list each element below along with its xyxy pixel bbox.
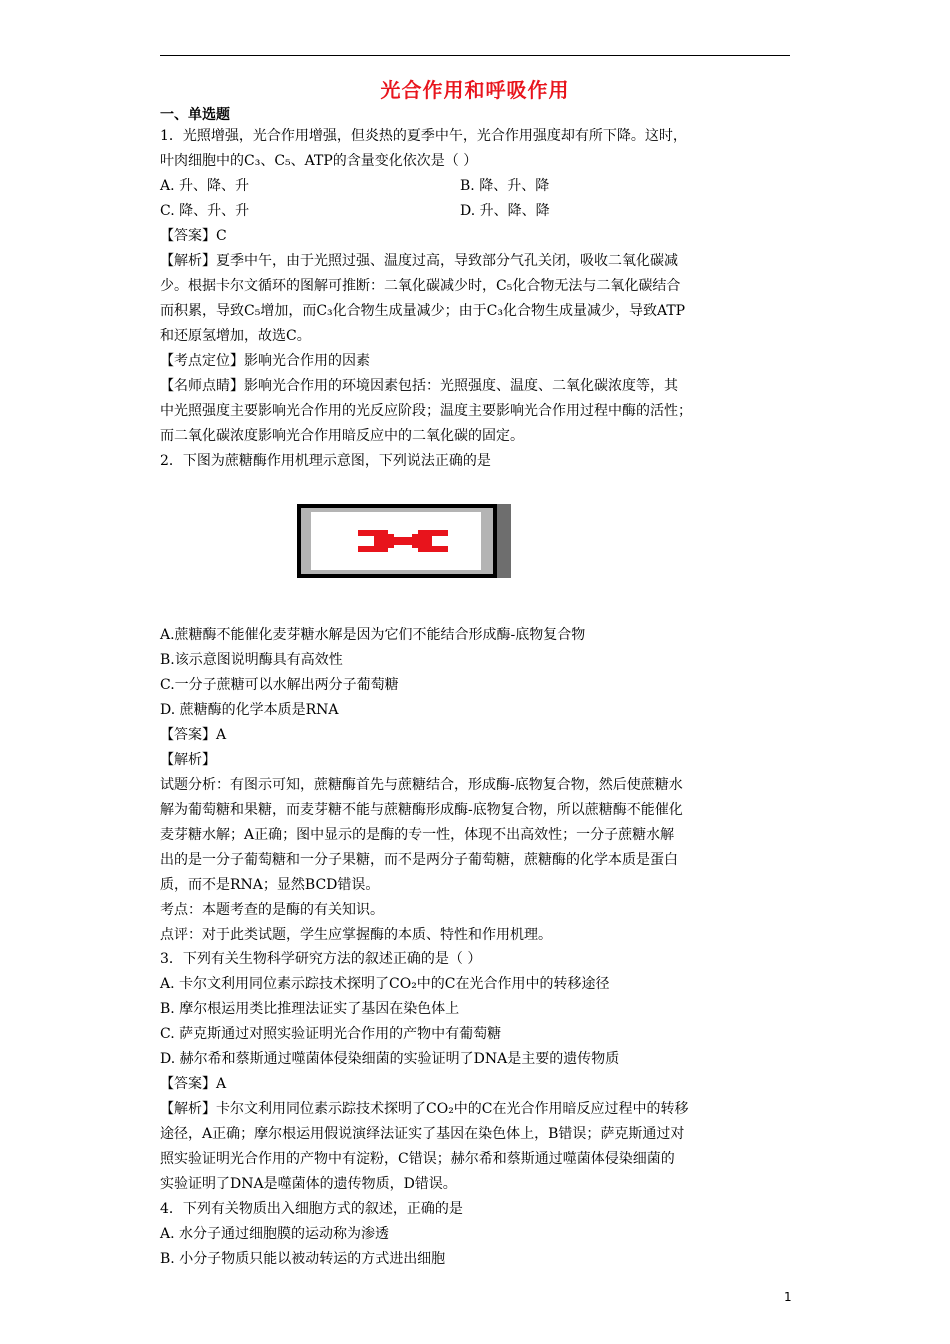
page-title: 光合作用和呼吸作用 <box>380 78 570 102</box>
q1-option-c: C. 降、升、升 <box>160 203 250 219</box>
q3-answer: 【答案】A <box>160 1076 227 1092</box>
q1-answer: 【答案】C <box>160 228 227 244</box>
q1-explanation-line-1: 【解析】夏季中午，由于光照过强、温度过高，导致部分气孔关闭，吸收二氧化碳减 <box>160 253 678 269</box>
q1-stem-line-2: 叶肉细胞中的C₃、C₅、ATP的含量变化依次是（ ） <box>160 153 478 169</box>
q3-option-c: C. 萨克斯通过对照实验证明光合作用的产物中有葡萄糖 <box>160 1026 502 1042</box>
q2-analysis-line-3: 麦芽糖水解；A正确；图中显示的是酶的专一性，体现不出高效性；一分子蔗糖水解 <box>160 827 675 843</box>
enzyme-mechanism-figure <box>297 504 511 578</box>
q1-explanation-line-3: 而积累，导致C₅增加，而C₃化合物生成量减少；由于C₃化合物生成量减少，导致ATP <box>160 303 686 319</box>
q4-stem: 4．下列有关物质出入细胞方式的叙述，正确的是 <box>160 1201 463 1217</box>
q2-analysis-line-5: 质，而不是RNA；显然BCD错误。 <box>160 877 380 893</box>
q1-option-b: B. 降、升、降 <box>460 178 550 194</box>
q2-analysis-line-2: 解为葡萄糖和果糖，而麦芽糖不能与蔗糖酶形成酶-底物复合物，所以蔗糖酶不能催化 <box>160 802 683 818</box>
q3-explanation-line-1: 【解析】卡尔文利用同位素示踪技术探明了CO₂中的C在光合作用暗反应过程中的转移 <box>160 1101 689 1117</box>
q1-option-a: A. 升、降、升 <box>160 178 250 194</box>
q1-options-row-1 <box>160 176 550 196</box>
q2-option-c: C.一分子蔗糖可以水解出两分子葡萄糖 <box>160 677 399 693</box>
q2-option-d: D. 蔗糖酶的化学本质是RNA <box>160 702 339 718</box>
q1-teacher-note-line-1: 【名师点睛】影响光合作用的环境因素包括：光照强度、温度、二氧化碳浓度等，其 <box>160 378 678 394</box>
q1-knowledge-point: 【考点定位】影响光合作用的因素 <box>160 353 370 369</box>
q1-teacher-note-line-3: 而二氧化碳浓度影响光合作用暗反应中的二氧化碳的固定。 <box>160 428 524 444</box>
q2-answer: 【答案】A <box>160 727 227 743</box>
q2-analysis-line-4: 出的是一分子葡萄糖和一分子果糖，而不是两分子葡萄糖，蔗糖酶的化学本质是蛋白 <box>160 852 678 868</box>
q2-option-b: B.该示意图说明酶具有高效性 <box>160 652 343 668</box>
q1-option-d: D. 升、降、降 <box>460 203 550 219</box>
q3-option-a: A. 卡尔文利用同位素示踪技术探明了CO₂中的C在光合作用中的转移途径 <box>160 976 610 992</box>
q4-option-b: B. 小分子物质只能以被动转运的方式进出细胞 <box>160 1251 446 1267</box>
q3-option-b: B. 摩尔根运用类比推理法证实了基因在染色体上 <box>160 1001 460 1017</box>
section-heading: 一、单选题 <box>160 107 230 123</box>
q3-explanation-line-4: 实验证明了DNA是噬菌体的遗传物质，D错误。 <box>160 1176 457 1192</box>
q2-comment: 点评：对于此类试题，学生应掌握酶的本质、特性和作用机理。 <box>160 927 552 943</box>
q3-option-d: D. 赫尔希和蔡斯通过噬菌体侵染细菌的实验证明了DNA是主要的遗传物质 <box>160 1051 620 1067</box>
q2-explanation-heading: 【解析】 <box>160 752 216 768</box>
q1-explanation-line-2: 少。根据卡尔文循环的图解可推断：二氧化碳减少时，C₅化合物无法与二氧化碳结合 <box>160 278 681 294</box>
q1-explanation-line-4: 和还原氢增加，故选C。 <box>160 328 311 344</box>
q4-option-a: A. 水分子通过细胞膜的运动称为渗透 <box>160 1226 390 1242</box>
page-number: 1 <box>784 1290 792 1304</box>
q1-options-row-2 <box>160 201 550 221</box>
q1-teacher-note-line-2: 中光照强度主要影响光合作用的光反应阶段；温度主要影响光合作用过程中酶的活性； <box>160 403 692 419</box>
header-rule <box>160 55 790 56</box>
q2-analysis-line-1: 试题分析：有图示可知，蔗糖酶首先与蔗糖结合，形成酶-底物复合物，然后使蔗糖水 <box>160 777 683 793</box>
q3-stem: 3．下列有关生物科学研究方法的叙述正确的是（ ） <box>160 951 482 967</box>
q1-stem-line-1: 1．光照增强，光合作用增强，但炎热的夏季中午，光合作用强度却有所下降。这时， <box>160 128 687 144</box>
q3-explanation-line-2: 途径，A正确；摩尔根运用假说演绎法证实了基因在染色体上，B错误；萨克斯通过对 <box>160 1126 685 1142</box>
q2-stem: 2．下图为蔗糖酶作用机理示意图，下列说法正确的是 <box>160 453 491 469</box>
q2-option-a: A.蔗糖酶不能催化麦芽糖水解是因为它们不能结合形成酶-底物复合物 <box>160 627 586 643</box>
q3-explanation-line-3: 照实验证明光合作用的产物中有淀粉，C错误；赫尔希和蔡斯通过噬菌体侵染细菌的 <box>160 1151 675 1167</box>
q2-knowledge-point: 考点：本题考查的是酶的有关知识。 <box>160 902 384 918</box>
